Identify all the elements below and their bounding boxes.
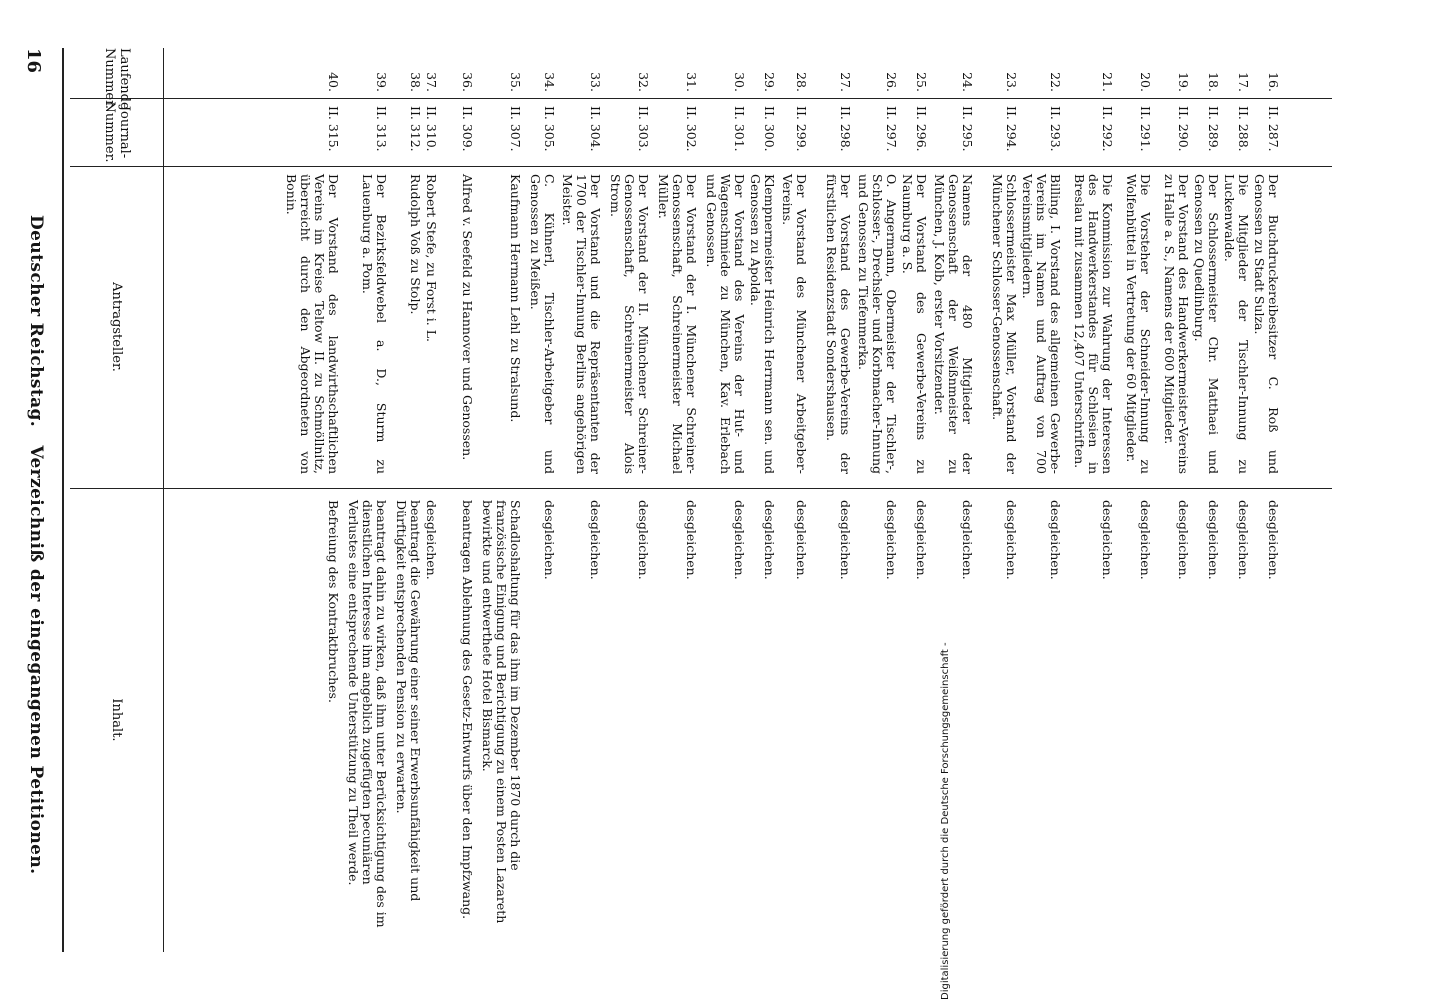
row-number: 18. <box>1206 72 1221 92</box>
row-content: beantragt dahin zu wirken, daß ihm unter Berücksichtigung des im dienstlichen Interesse ihm angeblich zugefügten pecuniären Verlustes eine entsprechende Unterstützung zu Theil werde. <box>346 500 389 928</box>
header-rule <box>62 48 64 952</box>
row-journal: II. 298. <box>838 106 853 152</box>
row-journal: II. 299. <box>794 106 809 152</box>
row-journal: II. 292. <box>1100 106 1115 152</box>
row-content: desgleichen. <box>794 500 809 580</box>
row-applicant: Alfred v. Seefeld zu Hannover und Genossen. <box>460 174 475 461</box>
row-applicant: Der Vorstand des Münchener Arbeitgeber-Vereins. <box>780 174 809 474</box>
row-applicant: C. Kühnerl, Tischler-Arbeitgeber und Genossen zu Meißen. <box>528 174 557 474</box>
row-number: 31. <box>684 72 699 92</box>
row-content: desgleichen. <box>588 500 603 580</box>
row-content: desgleichen. <box>1100 500 1115 580</box>
row-journal: II. 297. <box>884 106 899 152</box>
row-number: 17. <box>1236 72 1251 92</box>
row-content: beantragen Ablehnung des Gesetz-Entwurfs über den Impfzwang. <box>460 500 475 920</box>
row-number: 30. <box>732 72 747 92</box>
column-divider <box>70 488 1332 489</box>
row-number: 33. <box>588 72 603 92</box>
column-header-journal-line1: Journal- <box>117 105 132 159</box>
row-content: desgleichen. <box>424 500 439 580</box>
row-applicant: Der Vorstand des landwirthschaftlichen Vereins im Kreise Teltow II. zu Schmöllnitz, überreicht durch den Abgeordneten von Bonin. <box>284 174 341 474</box>
row-journal: II. 315. <box>326 106 341 152</box>
row-applicant: Der Bezirksfeldwebel a. D., Sturm zu Lauenburg a. Pom. <box>360 174 389 474</box>
row-content: desgleichen. <box>1266 500 1281 580</box>
row-journal: II. 288. <box>1236 106 1251 152</box>
row-applicant: Die Mitglieder der Tischler-Innung zu Luckenwalde. <box>1222 174 1251 474</box>
row-applicant: Der Vorstand des Gewerbe-Vereins der fürstlichen Residenzstadt Sondershausen. <box>824 174 853 474</box>
row-journal: II. 301. <box>732 106 747 152</box>
row-content: desgleichen. <box>636 500 651 580</box>
row-number: 28. <box>794 72 809 92</box>
row-number: 29. <box>762 72 777 92</box>
row-applicant: Rudolph Voß zu Stolp. <box>408 174 423 315</box>
row-journal: II. 296. <box>914 106 929 152</box>
row-journal: II. 294. <box>1004 106 1019 152</box>
row-journal: II. 309. <box>460 106 475 152</box>
row-content: desgleichen. <box>762 500 777 580</box>
row-applicant: Kaufmann Hermann Lehl zu Stralsund. <box>508 174 523 423</box>
row-content: desgleichen. <box>684 500 699 580</box>
row-number: 19. <box>1176 72 1191 92</box>
row-number: 32. <box>636 72 651 92</box>
row-applicant: Robert Stefe, zu Forst i. L. <box>424 174 439 342</box>
row-applicant: Der Schlossermeister Chr. Matthaei und Genossen zu Quedlinburg. <box>1192 174 1221 474</box>
row-applicant: Schlossermeister Max Müller, Vorstand der Münchener Schlosser-Genossenschaft. <box>990 174 1019 474</box>
page-number: 16 <box>23 48 44 74</box>
row-content: desgleichen. <box>838 500 853 580</box>
row-journal: II. 302. <box>684 106 699 152</box>
row-number: 35. <box>508 72 523 92</box>
row-content: desgleichen. <box>1048 500 1063 580</box>
row-number: 16. <box>1266 72 1281 92</box>
row-journal: II. 293. <box>1048 106 1063 152</box>
row-number: 27. <box>838 72 853 92</box>
row-applicant: Die Kommission zur Wahrung der Interessen des Handwerkerstandes für Schlesien in Breslau mit zusammen 12,407 Unterschriften. <box>1072 174 1115 474</box>
digitization-credit: Digitalisierung gefördert durch die Deutsche Forschungsgemeinschaft - <box>940 642 951 1000</box>
row-number: 26. <box>884 72 899 92</box>
row-journal: II. 295. <box>960 106 975 152</box>
row-content: desgleichen. <box>1004 500 1019 580</box>
row-applicant: Namens der 480 Mitglieder der Genossenschaft der Weißnmeister zu München, J. Kolb, erster Vorsitzender. <box>932 174 975 474</box>
page-title <box>26 215 46 1000</box>
row-applicant: Der Vorstand der II. Münchener Schreiner-Genossenschaft, Schreinermeister Alois Strom. <box>608 174 651 474</box>
row-journal: II. 300. <box>762 106 777 152</box>
row-applicant: Billing, I. Vorstand des allgemeinen Gewerbe-Vereins im Namen und Auftrag von 700 Vereinsmitgliedern. <box>1020 174 1063 474</box>
row-number: 24. <box>960 72 975 92</box>
row-journal: II. 303. <box>636 106 651 152</box>
row-content: desgleichen. <box>732 500 747 580</box>
row-content: desgleichen. <box>960 500 975 580</box>
row-content: desgleichen. <box>1176 500 1191 580</box>
column-header-number-line2: Nummer. <box>102 48 117 110</box>
row-journal: II. 310. <box>424 106 439 152</box>
row-journal: II. 287. <box>1266 106 1281 152</box>
row-number: 25. <box>914 72 929 92</box>
column-divider <box>70 166 1332 167</box>
row-journal: II. 312. <box>408 106 423 152</box>
row-number: 40. <box>326 72 341 92</box>
row-journal: II. 313. <box>374 106 389 152</box>
row-number: 23. <box>1004 72 1019 92</box>
row-applicant: O. Angermann, Obermeister der Tischler-, Schlosser-, Drechsler- und Korbmacher-Innung und Genossen zu Tiefenmerka. <box>856 174 899 474</box>
column-header-content: Inhalt. <box>109 698 124 742</box>
page-title-main: Deutscher Reichstag. <box>26 215 46 428</box>
row-content: desgleichen. <box>542 500 557 580</box>
row-journal: II. 291. <box>1138 106 1153 152</box>
row-number: 39. <box>374 72 389 92</box>
row-applicant: Die Vorsteher der Schneider-Innung zu Wolfenbüttel in Vertretung der 60 Mitglieder. <box>1124 174 1153 474</box>
row-content: beantragt die Gewährung einer seiner Erwerbsunfähigkeit und Dürftigkeit entsprechenden Pension zu erwarten. <box>394 500 423 902</box>
row-number: 38. <box>408 72 423 92</box>
row-applicant: Der Vorstand des Gewerbe-Vereins zu Naumburg a. S. <box>900 174 929 474</box>
row-content: desgleichen. <box>1138 500 1153 580</box>
row-number: 20. <box>1138 72 1153 92</box>
row-number: 22. <box>1048 72 1063 92</box>
row-applicant: Der Vorstand des Vereins der Hut- und Wagenschmiede zu München, Kav. Erlebach und Genossen. <box>704 174 747 474</box>
row-content: Befreiung des Kontraktbruches. <box>326 500 341 703</box>
row-journal: II. 289. <box>1206 106 1221 152</box>
petition-table <box>70 48 1332 952</box>
row-content: desgleichen. <box>884 500 899 580</box>
row-content: desgleichen. <box>1206 500 1221 580</box>
row-number: 36. <box>460 72 475 92</box>
row-applicant: Der Vorstand der I. Münchener Schreiner-Genossenschaft, Schreinermeister Michael Müller. <box>656 174 699 474</box>
row-applicant: Der Vorstand und die Repräsentanten der 1700 der Tischler-Innung Berlins angehörigen Meister. <box>560 174 603 474</box>
row-content: desgleichen. <box>1236 500 1251 580</box>
page-title-sub: Verzeichniß der eingegangenen Petitionen. <box>26 445 46 875</box>
column-header-applicant: Antragsteller. <box>109 282 124 372</box>
row-journal: II. 305. <box>542 106 557 152</box>
row-applicant: Der Buchdruckereibesitzer C. Roß und Genossen zu Stadt Sulza. <box>1252 174 1281 474</box>
row-applicant: Der Vorstand des Handwerkermeister-Vereins zu Halle a. S., Namens der 600 Mitglieder. <box>1162 174 1191 474</box>
row-journal: II. 307. <box>508 106 523 152</box>
column-header-journal-line2: Nummer. <box>102 101 117 163</box>
row-content: Schadloshaltung für das ihm im Dezember 1870 durch die französische Einigung und Berichtigung zu einem Posten Lazareth bewirkte und entwerthete Hotel Bismarck. <box>480 500 523 924</box>
row-number: 21. <box>1100 72 1115 92</box>
row-number: 34. <box>542 72 557 92</box>
column-header-number-line1: Laufende <box>117 48 132 110</box>
header-divider <box>163 48 164 952</box>
row-applicant: Klempnermeister Heinrich Herrmann sen. und Genossen zu Apolda. <box>748 174 777 474</box>
column-divider <box>70 98 1332 99</box>
row-content: desgleichen. <box>914 500 929 580</box>
row-journal: II. 290. <box>1176 106 1191 152</box>
row-journal: II. 304. <box>588 106 603 152</box>
row-number: 37. <box>424 72 439 92</box>
